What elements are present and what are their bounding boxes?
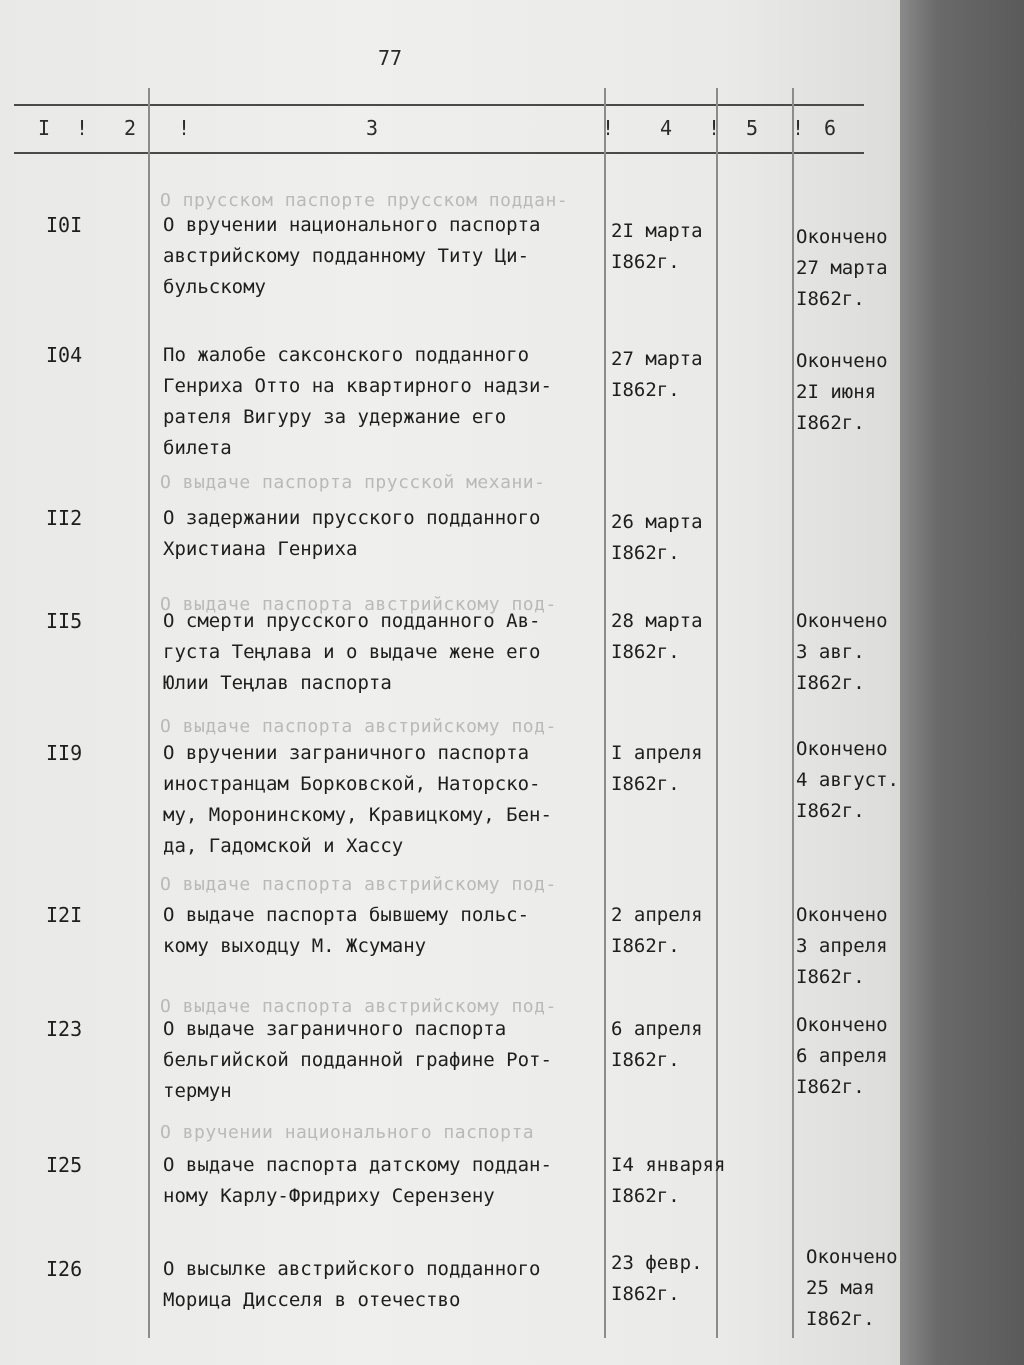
case-date: 27 марта I862г. [611, 348, 703, 401]
page-edge-shadow [900, 0, 1024, 1365]
case-number: I23 [46, 1017, 83, 1041]
case-status: Окончено 6 апреля I862г. [796, 1014, 888, 1098]
case-number: I25 [46, 1153, 83, 1177]
header-top-rule [14, 104, 864, 106]
case-status: Окончено 4 август. I862г. [796, 738, 899, 822]
case-date: 28 марта I862г. [611, 610, 703, 663]
case-status: Окончено 27 марта I862г. [796, 226, 888, 310]
case-status: Окончено 3 апреля I862г. [796, 904, 888, 988]
column-header: 2 [124, 116, 137, 140]
page-number: 77 [378, 46, 403, 70]
case-date: 2I марта I862г. [611, 220, 703, 273]
column-header-separator: ! [708, 116, 721, 140]
column-header-separator: ! [792, 116, 805, 140]
case-date: I апреля I862г. [611, 742, 703, 795]
bleed-through-text: О выдаче паспорта австрийскому под- [160, 594, 557, 615]
case-number: II9 [46, 741, 83, 765]
column-header: 6 [824, 116, 837, 140]
case-subject: О высылке австрийского подданного Морица Дисселя в отечество [163, 1258, 541, 1311]
case-number: I04 [46, 343, 83, 367]
case-status: Окончено 2I июня I862г. [796, 350, 888, 434]
case-subject: О задержании прусского подданного Христиана Генриха [163, 507, 541, 560]
case-date: 6 апреля I862г. [611, 1018, 703, 1071]
case-subject: О выдаче паспорта датскому поддан- ному Карлу-Фридриху Серензену [163, 1154, 552, 1207]
bleed-through-text: О прусском паспорте прусском поддан- [160, 190, 569, 211]
column-divider [604, 88, 606, 1338]
column-header: 5 [746, 116, 759, 140]
column-header: 4 [660, 116, 673, 140]
case-number: I0I [46, 213, 83, 237]
case-number: I26 [46, 1257, 83, 1281]
case-date: 2 апреля I862г. [611, 904, 703, 957]
header-bottom-rule [14, 152, 864, 154]
case-subject: По жалобе саксонского подданного Генриха Отто на квартирного надзи- рателя Вигуру за удержание его билета [163, 344, 552, 459]
case-number: II5 [46, 609, 83, 633]
column-header: I [38, 116, 51, 140]
column-divider [792, 88, 794, 1338]
case-subject: О вручении заграничного паспорта иностранцам Борковской, Наторско- му, Моронинскому, Кравицкому, Бен- да, Гадомской и Хассу [163, 742, 552, 857]
case-number: I2I [46, 903, 83, 927]
case-status: Окончено 25 мая I862г. [806, 1246, 898, 1330]
case-subject: О смерти прусского подданного Ав- густа Теңлава и о выдаче жене его Юлии Теңлав паспорта [163, 610, 541, 694]
case-subject: О вручении национального паспорта австрийскому подданному Титу Ци- бульскому [163, 214, 541, 298]
column-header: 3 [366, 116, 379, 140]
bleed-through-text: О выдаче паспорта австрийскому под- [160, 716, 557, 737]
case-subject: О выдаче заграничного паспорта бельгийской подданной графине Рот- термун [163, 1018, 552, 1102]
column-header-separator: ! [76, 116, 89, 140]
column-header-separator: ! [602, 116, 615, 140]
case-date: 26 марта I862г. [611, 511, 703, 564]
column-header-separator: ! [178, 116, 191, 140]
case-number: II2 [46, 506, 83, 530]
column-divider [148, 88, 150, 1338]
case-subject: О выдаче паспорта бывшему польс- кому выходцу М. Жсуману [163, 904, 530, 957]
bleed-through-text: О выдаче паспорта австрийскому под- [160, 996, 557, 1017]
case-date: I4 январяя I862г. [611, 1154, 726, 1207]
bleed-through-text: О выдаче паспорта австрийскому под- [160, 874, 557, 895]
bleed-through-text: О вручении национального паспорта [160, 1122, 535, 1143]
case-status: Окончено 3 авг. I862г. [796, 610, 888, 694]
bleed-through-text: О выдаче паспорта прусской механи- [160, 472, 546, 493]
case-date: 23 февр. I862г. [611, 1252, 703, 1305]
